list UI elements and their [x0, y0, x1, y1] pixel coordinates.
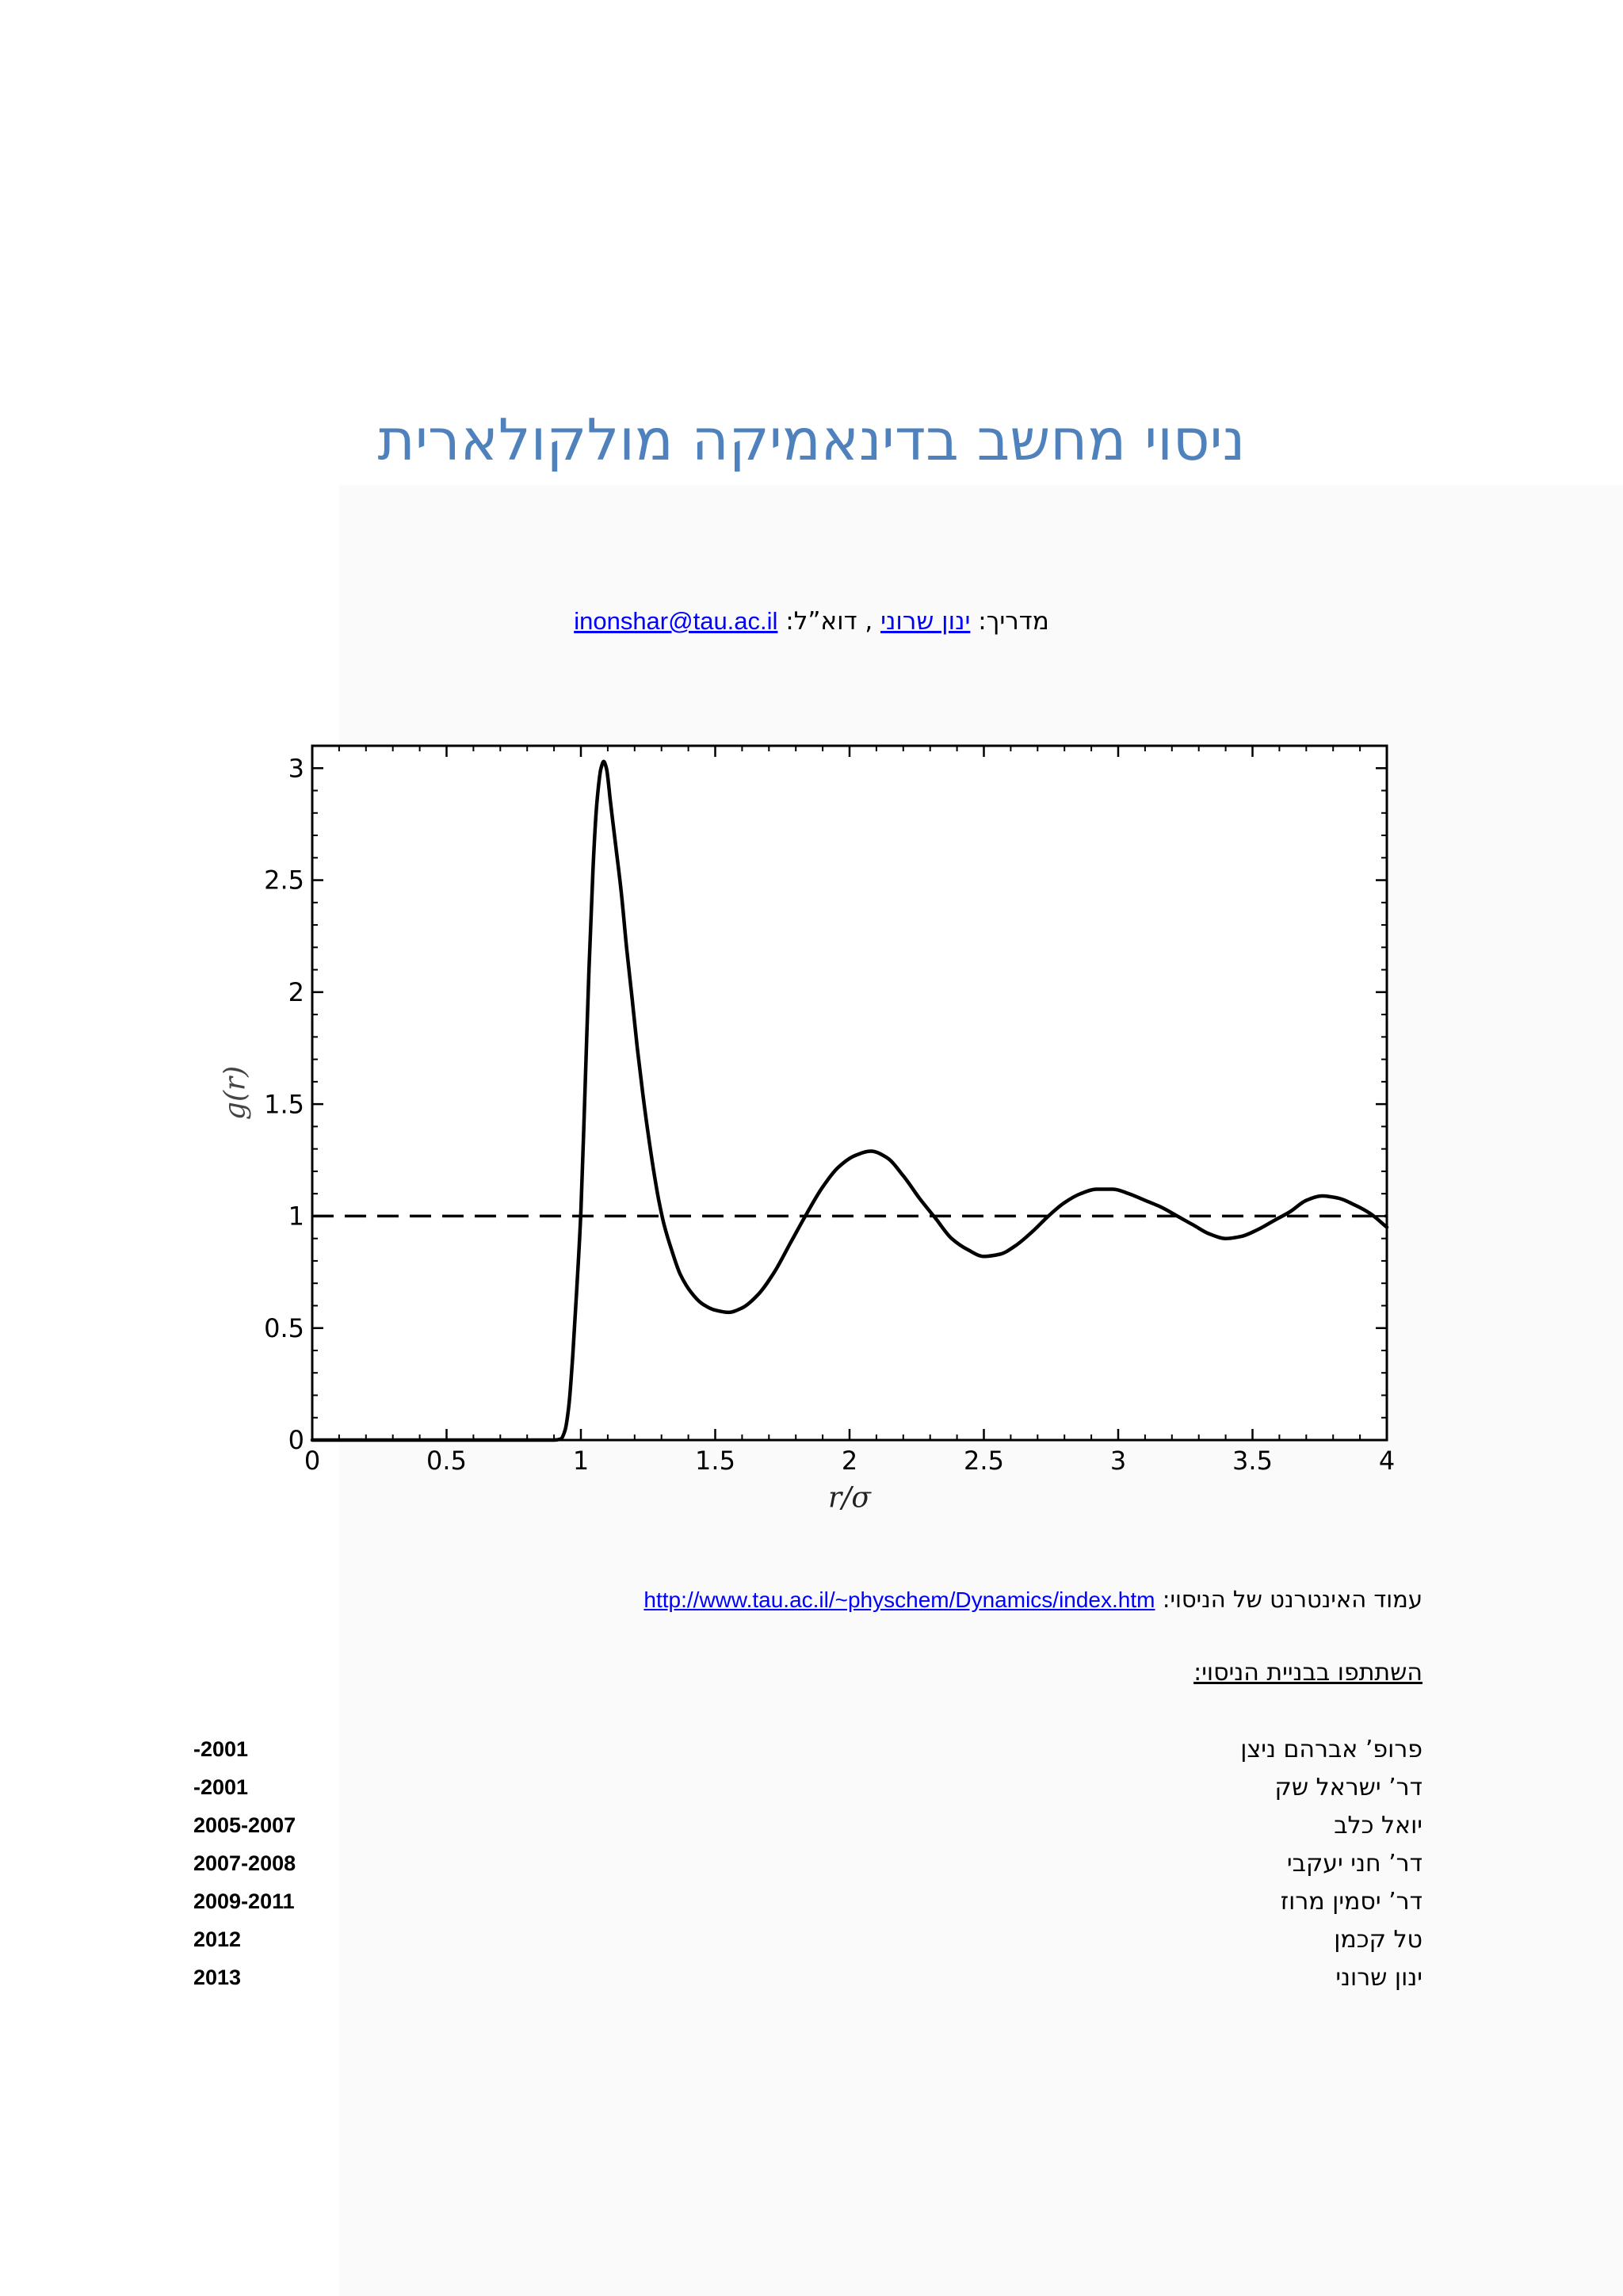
contributor-row — [193, 1768, 1423, 1806]
contributor-years: -2001 — [193, 1775, 249, 1799]
website-link[interactable]: http://www.tau.ac.il/~physchem/Dynamics/index.htm — [643, 1587, 1155, 1612]
contributor-years: 2012 — [193, 1927, 242, 1951]
contributor-years: 2005-2007 — [193, 1813, 296, 1837]
contributor-name: ינון שרוני — [1335, 1963, 1423, 1992]
instructor-label: מדריך: — [978, 607, 1049, 636]
contributor-row — [193, 1806, 1423, 1844]
y-tick-label: 0 — [288, 1425, 304, 1456]
x-tick-label: 0 — [304, 1446, 321, 1477]
instructor-name-link[interactable]: ינון שרוני — [880, 607, 971, 636]
y-tick-label: 2 — [288, 977, 304, 1008]
x-tick-label: 3.5 — [1232, 1446, 1273, 1477]
y-axis-label: g(r) — [219, 1065, 252, 1121]
website-line — [643, 1580, 1423, 1619]
y-tick-label: 1.5 — [264, 1089, 304, 1120]
contributors-heading: השתתפו בבניית הניסוי: — [1193, 1659, 1423, 1687]
x-tick-label: 2 — [841, 1446, 858, 1477]
contributor-name: יואל כלב — [1334, 1811, 1423, 1839]
contributor-name: דר’ יסמין מרוז — [1280, 1887, 1423, 1916]
x-tick-label: 0.5 — [426, 1446, 467, 1477]
email-link[interactable]: inonshar@tau.ac.il — [574, 607, 778, 635]
y-tick-label: 1 — [288, 1201, 304, 1232]
instructor-line — [0, 602, 1623, 640]
x-tick-label: 4 — [1378, 1446, 1396, 1477]
y-tick-label: 0.5 — [264, 1312, 304, 1343]
page-title: ניסוי מחשב בדינאמיקה מולקולארית — [377, 407, 1246, 473]
contributor-row — [193, 1920, 1423, 1958]
contributor-years: -2001 — [193, 1736, 249, 1761]
contributor-row — [193, 1882, 1423, 1920]
x-tick-label: 2.5 — [964, 1446, 1004, 1477]
contributor-years: 2013 — [193, 1965, 242, 1989]
x-tick-label: 3 — [1109, 1446, 1127, 1477]
y-tick-label: 2.5 — [264, 865, 304, 896]
rdf-chart — [198, 729, 1434, 1522]
x-tick-label: 1 — [572, 1446, 590, 1477]
website-label: עמוד האינטרנט של הניסוי: — [1162, 1586, 1423, 1613]
plot-area — [312, 746, 1387, 1440]
contributor-row — [193, 1844, 1423, 1882]
email-label: , דוא”ל: — [785, 607, 873, 636]
x-axis-label: r/σ — [828, 1481, 871, 1515]
contributor-name: פרופ’ אברהם ניצן — [1240, 1735, 1423, 1763]
contributor-name: דר’ חני יעקבי — [1286, 1849, 1423, 1878]
contributor-name: דר’ ישראל שק — [1274, 1773, 1423, 1801]
x-tick-label: 1.5 — [695, 1446, 735, 1477]
contributor-row — [193, 1730, 1423, 1768]
contributor-years: 2007-2008 — [193, 1851, 296, 1875]
y-tick-label: 3 — [288, 753, 304, 784]
contributor-years: 2009-2011 — [193, 1889, 295, 1913]
contributor-name: טל קכמן — [1334, 1925, 1423, 1954]
contributor-row — [193, 1958, 1423, 1996]
contributors-list — [193, 1730, 1423, 1996]
